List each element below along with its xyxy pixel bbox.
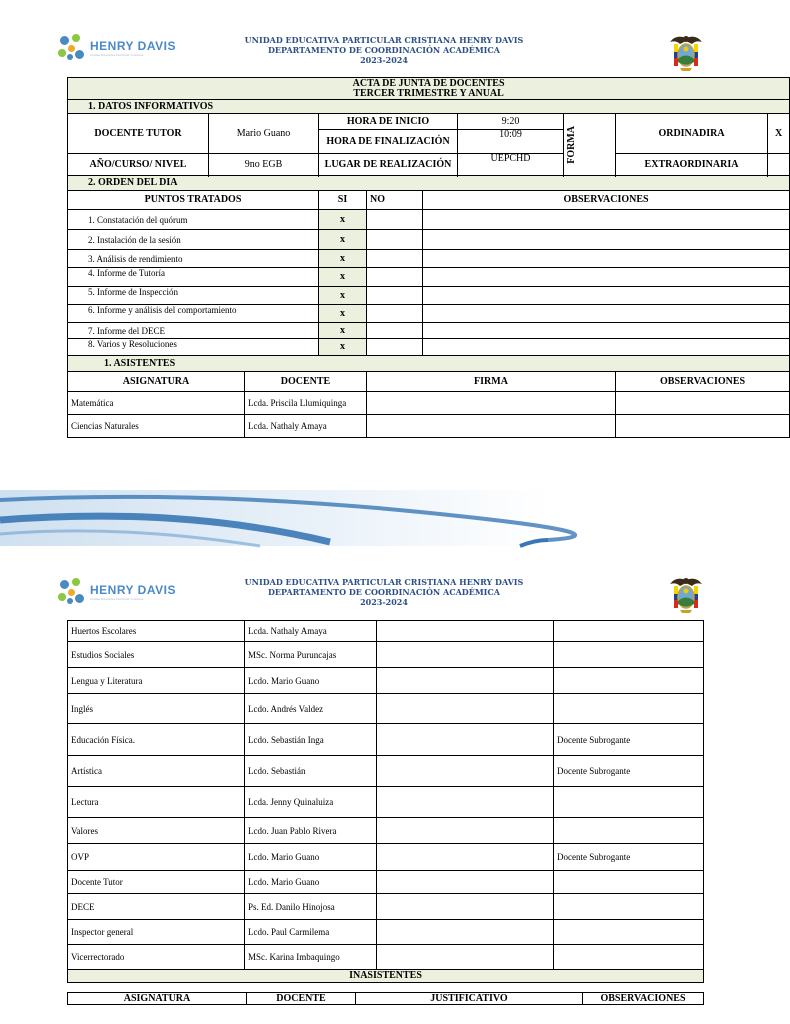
asistente-docente: MSc. Norma Puruncajas <box>245 642 377 668</box>
orden-item-obs <box>423 339 790 356</box>
section-datos-informativos: 1. DATOS INFORMATIVOS <box>68 100 790 114</box>
docente-tutor-label: DOCENTE TUTOR <box>68 114 209 154</box>
logo-name: HENRY DAVIS <box>90 583 176 597</box>
henry-davis-logo <box>58 578 176 606</box>
curso-value: 9no EGB <box>209 154 319 176</box>
orden-item-no <box>367 210 423 230</box>
logo-flower-icon <box>58 578 86 606</box>
col-inasistentes-docente: DOCENTE <box>247 993 356 1005</box>
page-header-1 <box>0 30 768 76</box>
col-docente: DOCENTE <box>245 372 367 392</box>
asistente-row <box>68 694 704 724</box>
institution-name: UNIDAD EDUCATIVA PARTICULAR CRISTIANA HENRY DAVIS <box>244 577 524 587</box>
orden-item-no <box>367 339 423 356</box>
orden-item-si: x <box>319 305 367 323</box>
asistente-obs: Docente Subrogante <box>554 756 704 787</box>
institution-heading <box>200 577 568 607</box>
ordinaria-mark: X <box>768 114 790 154</box>
asistente-docente: Ps. Ed. Danilo Hinojosa <box>245 894 377 920</box>
col-asignatura: ASIGNATURA <box>68 372 245 392</box>
ecuador-crest-icon <box>668 574 704 614</box>
asistente-row <box>68 415 790 438</box>
orden-item-no <box>367 323 423 339</box>
orden-item-no <box>367 250 423 268</box>
asistente-docente: Lcdo. Mario Guano <box>245 844 377 871</box>
col-inasistentes-asignatura: ASIGNATURA <box>68 993 247 1005</box>
extraordinaria-mark <box>768 154 790 176</box>
orden-item-obs <box>423 287 790 305</box>
asistente-row <box>68 642 704 668</box>
orden-item-obs <box>423 210 790 230</box>
school-year: 2023-2024 <box>360 597 408 607</box>
asistente-obs <box>554 945 704 970</box>
orden-item-no <box>367 268 423 287</box>
asistente-docente: Lcda. Jenny Quinaluiza <box>245 787 377 818</box>
asistente-firma <box>377 894 554 920</box>
asistente-firma <box>377 694 554 724</box>
asistente-obs <box>554 871 704 894</box>
asistente-obs <box>554 642 704 668</box>
asistente-docente: Lcdo. Mario Guano <box>245 668 377 694</box>
asistente-docente: Lcda. Nathaly Amaya <box>245 415 367 438</box>
orden-item-label: 3. Análisis de rendimiento <box>68 250 319 268</box>
logo-subtitle: Unidad Educativa Particular Cristiana <box>90 53 144 57</box>
section-inasistentes: INASISTENTES <box>68 970 704 983</box>
asistente-asignatura: Vicerrectorado <box>68 945 245 970</box>
asistente-row <box>68 756 704 787</box>
asistente-firma <box>377 724 554 756</box>
orden-item-no <box>367 305 423 323</box>
orden-item-obs <box>423 230 790 250</box>
asistente-asignatura: Educación Física. <box>68 724 245 756</box>
asistente-asignatura: Inglés <box>68 694 245 724</box>
orden-item-si: x <box>319 287 367 305</box>
curso-label: AÑO/CURSO/ NIVEL <box>68 154 209 176</box>
logo-name: HENRY DAVIS <box>90 39 176 53</box>
asistente-docente: Lcdo. Sebastián Inga <box>245 724 377 756</box>
asistente-row <box>68 871 704 894</box>
col-asistentes-observaciones: OBSERVACIONES <box>616 372 790 392</box>
orden-item-si: x <box>319 268 367 287</box>
asistente-firma <box>377 787 554 818</box>
asistente-docente: MSc. Karina Imbaquingo <box>245 945 377 970</box>
orden-item-obs <box>423 268 790 287</box>
col-observaciones: OBSERVACIONES <box>423 191 790 210</box>
asistente-asignatura: Inspector general <box>68 920 245 945</box>
col-no: NO <box>367 191 423 210</box>
orden-row <box>68 323 790 339</box>
asistente-row <box>68 945 704 970</box>
hora-inicio-value: 9:20 <box>458 114 564 130</box>
orden-row <box>68 287 790 305</box>
asistente-obs <box>554 920 704 945</box>
asistente-asignatura: Ciencias Naturales <box>68 415 245 438</box>
orden-item-si: x <box>319 230 367 250</box>
asistente-row <box>68 787 704 818</box>
orden-item-label: 6. Informe y análisis del comportamiento <box>68 305 319 323</box>
orden-item-si: x <box>319 250 367 268</box>
asistente-row <box>68 668 704 694</box>
asistente-firma <box>377 756 554 787</box>
ordinaria-label: ORDINADIRA <box>616 114 768 154</box>
asistente-row <box>68 920 704 945</box>
asistente-row <box>68 844 704 871</box>
section-orden-del-dia: 2. ORDEN DEL DIA <box>68 176 790 191</box>
extraordinaria-label: EXTRAORDINARIA <box>616 154 768 176</box>
asistente-firma <box>377 621 554 642</box>
institution-heading <box>200 35 568 65</box>
institution-name: UNIDAD EDUCATIVA PARTICULAR CRISTIANA HENRY DAVIS <box>244 35 524 45</box>
asistente-firma <box>377 945 554 970</box>
orden-item-label: 4. Informe de Tutoría <box>68 268 319 287</box>
orden-row <box>68 210 790 230</box>
asistente-asignatura: Valores <box>68 818 245 844</box>
asistente-row <box>68 392 790 415</box>
orden-item-label: 5. Informe de Inspección <box>68 287 319 305</box>
orden-row <box>68 250 790 268</box>
asistente-docente: Lcdo. Andrés Valdez <box>245 694 377 724</box>
inasistentes-table <box>67 992 704 1005</box>
asistente-docente: Lcdo. Sebastián <box>245 756 377 787</box>
asistente-asignatura: Lectura <box>68 787 245 818</box>
asistente-asignatura: Lengua y Literatura <box>68 668 245 694</box>
asistente-asignatura: Huertos Escolares <box>68 621 245 642</box>
asistente-asignatura: Matemática <box>68 392 245 415</box>
asistente-obs: Docente Subrogante <box>554 844 704 871</box>
orden-item-label: 8. Varios y Resoluciones <box>68 339 319 356</box>
orden-row <box>68 268 790 287</box>
asistente-firma <box>377 642 554 668</box>
orden-item-label: 7. Informe del DECE <box>68 323 319 339</box>
logo-subtitle: Unidad Educativa Particular Cristiana <box>90 597 144 601</box>
orden-item-si: x <box>319 210 367 230</box>
orden-item-no <box>367 287 423 305</box>
col-si: SI <box>319 191 367 210</box>
asistente-row <box>68 818 704 844</box>
forma-label-cell <box>564 114 616 176</box>
forma-label: FORMA <box>566 125 577 164</box>
asistente-obs <box>616 392 790 415</box>
orden-item-no <box>367 230 423 250</box>
asistente-row <box>68 894 704 920</box>
col-inasistentes-justificativo: JUSTIFICATIVO <box>356 993 583 1005</box>
asistente-docente: Lcdo. Paul Carmilema <box>245 920 377 945</box>
asistente-row <box>68 621 704 642</box>
asistente-asignatura: DECE <box>68 894 245 920</box>
orden-row <box>68 230 790 250</box>
department-name: DEPARTAMENTO DE COORDINACIÓN ACADÉMICA <box>267 45 500 55</box>
asistente-obs <box>616 415 790 438</box>
orden-item-obs <box>423 250 790 268</box>
asistente-row <box>68 724 704 756</box>
orden-item-obs <box>423 305 790 323</box>
orden-item-si: x <box>319 323 367 339</box>
orden-item-obs <box>423 323 790 339</box>
acta-table <box>67 77 790 438</box>
section-asistentes: 1. ASISTENTES <box>68 356 790 372</box>
acta-title-line1: ACTA DE JUNTA DE DOCENTES <box>352 77 505 89</box>
asistente-asignatura: Estudios Sociales <box>68 642 245 668</box>
hora-inicio-label: HORA DE INICIO <box>319 114 458 130</box>
department-name: DEPARTAMENTO DE COORDINACIÓN ACADÉMICA <box>267 587 500 597</box>
hora-fin-label: HORA DE FINALIZACIÓN <box>319 130 458 154</box>
asistente-firma <box>377 844 554 871</box>
asistente-obs <box>554 818 704 844</box>
orden-row <box>68 305 790 323</box>
page-header-2 <box>0 574 768 620</box>
orden-item-label: 2. Instalación de la sesión <box>68 230 319 250</box>
asistente-obs: Docente Subrogante <box>554 724 704 756</box>
asistentes-table-continued <box>67 620 704 983</box>
logo-flower-icon <box>58 34 86 62</box>
asistente-docente: Lcdo. Mario Guano <box>245 871 377 894</box>
asistente-obs <box>554 694 704 724</box>
asistente-asignatura: Docente Tutor <box>68 871 245 894</box>
asistente-obs <box>554 621 704 642</box>
lugar-value: UEPCHD <box>458 154 564 176</box>
hora-fin-value: 10:09 <box>458 130 564 154</box>
orden-item-si: x <box>319 339 367 356</box>
henry-davis-logo <box>58 34 176 62</box>
asistente-firma <box>377 668 554 694</box>
orden-row <box>68 339 790 356</box>
orden-item-label: 1. Constatación del quórum <box>68 210 319 230</box>
footer-wave-decoration <box>0 490 548 546</box>
asistente-firma <box>377 920 554 945</box>
asistente-docente: Lcda. Nathaly Amaya <box>245 621 377 642</box>
col-puntos-tratados: PUNTOS TRATADOS <box>68 191 319 210</box>
asistente-obs <box>554 894 704 920</box>
col-inasistentes-observaciones: OBSERVACIONES <box>583 993 704 1005</box>
col-firma: FIRMA <box>367 372 616 392</box>
asistente-asignatura: OVP <box>68 844 245 871</box>
asistente-docente: Lcda. Priscila Llumiquinga <box>245 392 367 415</box>
asistente-obs <box>554 787 704 818</box>
school-year: 2023-2024 <box>360 55 408 65</box>
ecuador-crest-icon <box>668 32 704 72</box>
asistente-firma <box>367 415 616 438</box>
asistente-firma <box>377 871 554 894</box>
asistente-firma <box>367 392 616 415</box>
asistente-docente: Lcdo. Juan Pablo Rivera <box>245 818 377 844</box>
acta-title <box>68 78 790 100</box>
asistente-obs <box>554 668 704 694</box>
lugar-label: LUGAR DE REALIZACIÓN <box>319 154 458 176</box>
asistente-asignatura: Artística <box>68 756 245 787</box>
docente-tutor-value: Mario Guano <box>209 114 319 154</box>
acta-title-line2: TERCER TRIMESTRE Y ANUAL <box>353 87 504 99</box>
asistente-firma <box>377 818 554 844</box>
